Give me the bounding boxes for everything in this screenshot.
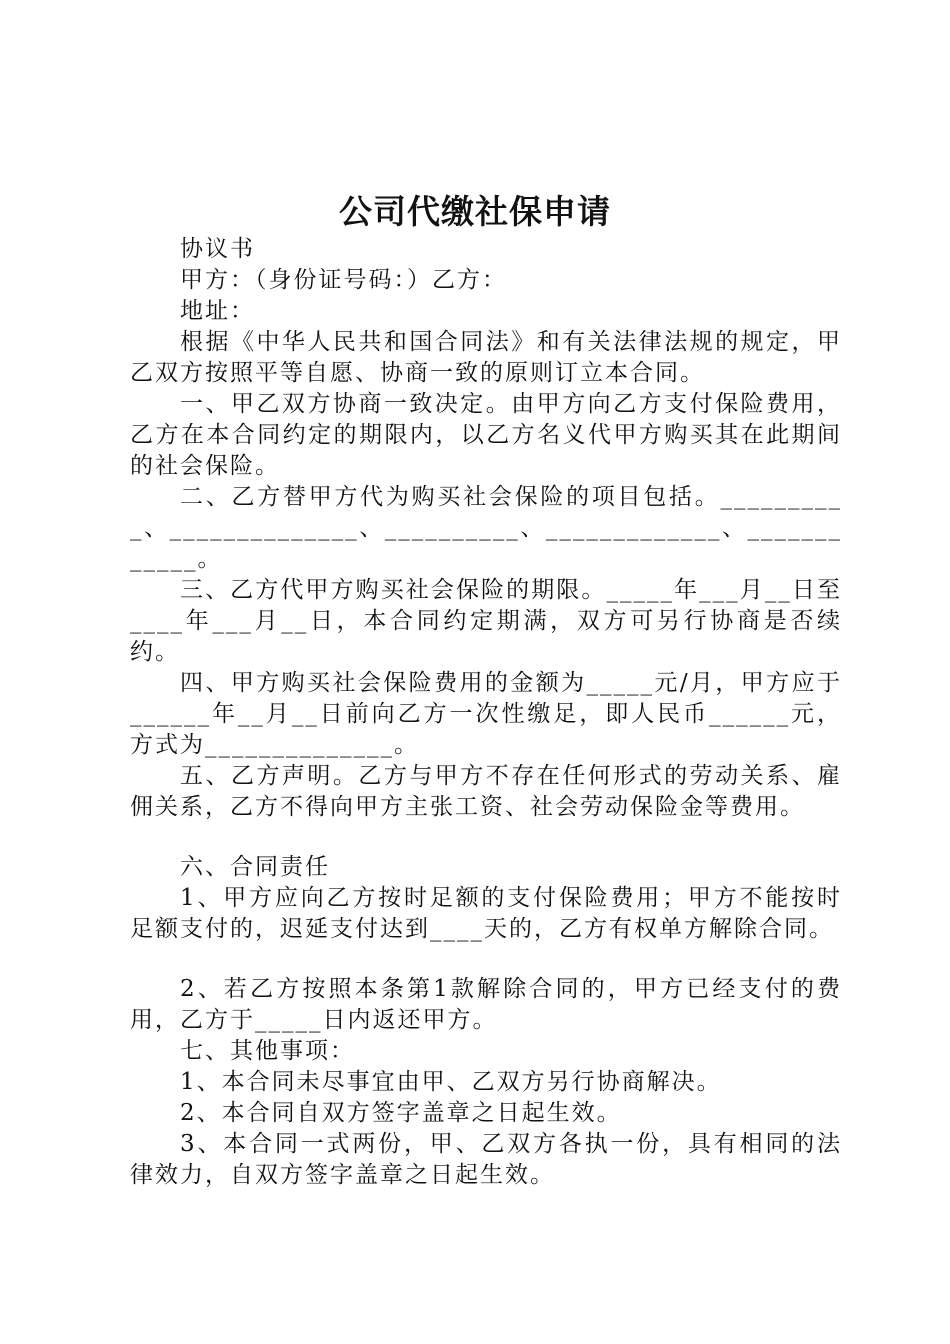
document-title: 公司代缴社保申请 (339, 192, 611, 231)
paragraph-clause-1: 一、甲乙双方协商一致决定。由甲方向乙方支付保险费用，乙方在本合同约定的期限内，以乙方名义代甲方购买其在此期间的社会保险。 (130, 391, 842, 479)
paragraph-clause-4: 四、甲方购买社会保险费用的金额为_____元/月，甲方应于______年__月__日前向乙方一次性缴足，即人民币______元，方式为______________。 (130, 670, 842, 758)
paragraph-clause-7-item-1: 1、本合同未尽事宜由甲、乙双方另行协商解决。 (180, 1069, 722, 1095)
paragraph-heading: 协议书 (180, 236, 255, 262)
paragraph-address: 地址： (180, 298, 255, 324)
paragraph-clause-6-item-1: 1、甲方应向乙方按时足额的支付保险费用；甲方不能按时足额支付的，迟延支付达到____天的，乙方有权单方解除合同。 (130, 885, 842, 942)
paragraph-clause-6-heading: 六、合同责任 (180, 854, 330, 880)
paragraph-parties: 甲方：（身份证号码：）乙方： (180, 267, 507, 293)
paragraph-clause-3: 三、乙方代甲方购买社会保险的期限。_____年___月__日至____年___月__日，本合同约定期满，双方可另行协商是否续约。 (130, 577, 842, 665)
paragraph-preamble: 根据《中华人民共和国合同法》和有关法律法规的规定，甲乙双方按照平等自愿、协商一致的原则订立本合同。 (130, 329, 842, 386)
paragraph-clause-7-item-3: 3、本合同一式两份，甲、乙双方各执一份，具有相同的法律效力，自双方签字盖章之日起生效。 (130, 1131, 842, 1188)
document-body (130, 234, 842, 1191)
paragraph-clause-7-heading: 七、其他事项： (180, 1038, 355, 1064)
paragraph-clause-7-item-2: 2、本合同自双方签字盖章之日起生效。 (180, 1100, 622, 1126)
paragraph-clause-5: 五、乙方声明。乙方与甲方不存在任何形式的劳动关系、雇佣关系，乙方不得向甲方主张工资、社会劳动保险金等费用。 (130, 763, 842, 820)
paragraph-clause-2: 二、乙方替甲方代为购买社会保险的项目包括。__________、______________、__________、_____________、____________。 (130, 484, 842, 572)
paragraph-clause-6-item-2: 2、若乙方按照本条第1款解除合同的，甲方已经支付的费用，乙方于_____日内返还甲方。 (130, 976, 842, 1033)
